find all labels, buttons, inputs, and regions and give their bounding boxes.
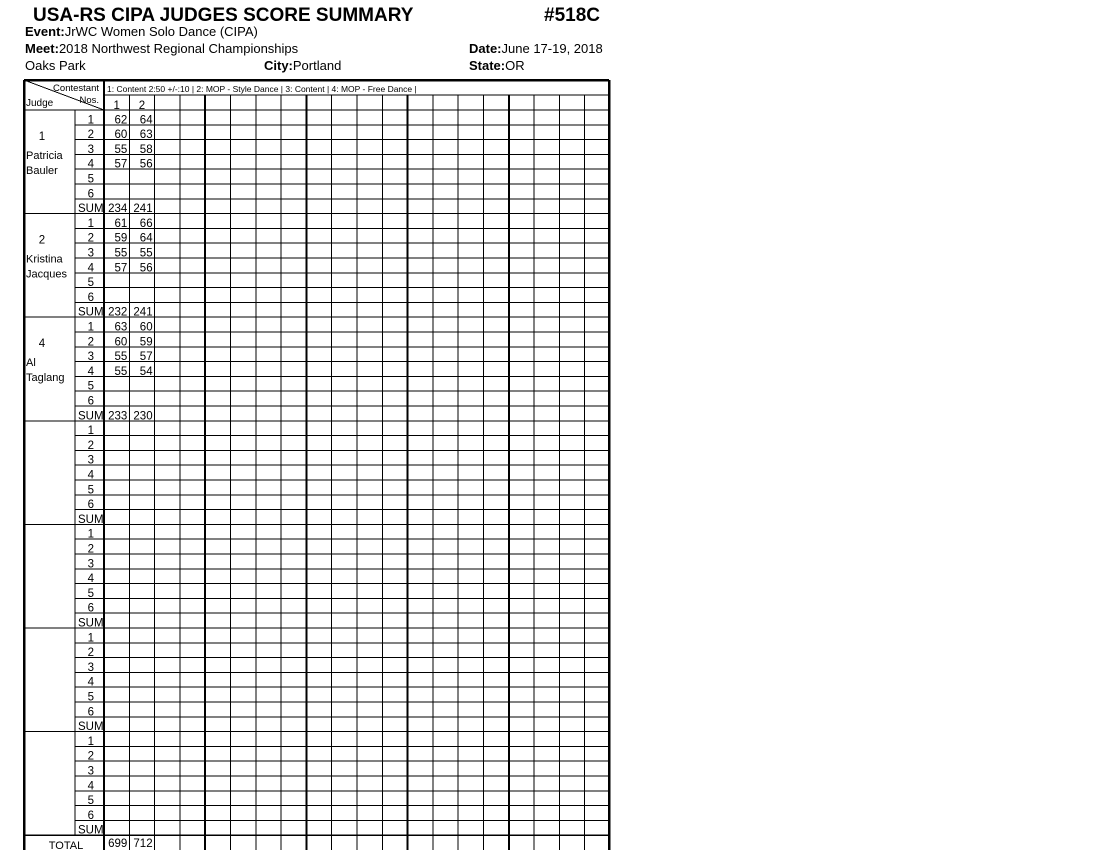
row-number: 5 [87, 173, 94, 186]
state-label: State: [469, 58, 506, 73]
venue-name: Oaks Park [25, 58, 86, 73]
judge-last-name: Bauler [26, 165, 58, 177]
meet-name: 2018 Northwest Regional Championships [58, 41, 299, 56]
nos-label: Nos. [79, 95, 99, 106]
sum-cell: 241 [133, 203, 153, 216]
row-number: 1 [87, 632, 94, 645]
score-cell: 54 [139, 365, 153, 378]
row-number: 4 [87, 469, 94, 482]
judge-column-label: Judge [26, 98, 54, 109]
row-number: 6 [87, 291, 94, 304]
row-number: 5 [87, 691, 94, 704]
score-cell: 57 [114, 262, 128, 275]
row-number: 3 [87, 661, 94, 674]
sum-label: SUM [78, 410, 104, 423]
event-name: JrWC Women Solo Dance (CIPA) [64, 24, 258, 39]
row-number: 3 [87, 454, 94, 467]
row-number: 1 [87, 528, 94, 541]
state-value: OR [505, 58, 525, 73]
row-number: 5 [87, 587, 94, 600]
row-number: 4 [87, 780, 94, 793]
sum-label: SUM [78, 824, 104, 837]
judge-first-name: Al [26, 357, 36, 370]
row-number: 2 [87, 543, 94, 556]
row-number: 5 [87, 380, 94, 393]
judge-first-name: Kristina [26, 253, 63, 266]
score-cell: 63 [114, 321, 128, 334]
row-number: 6 [87, 395, 94, 408]
sum-cell: 233 [108, 410, 128, 423]
score-cell: 60 [114, 129, 128, 142]
city-label: City: [264, 58, 293, 73]
sum-label: SUM [78, 203, 104, 216]
sum-label: SUM [78, 513, 104, 526]
row-number: 3 [87, 558, 94, 571]
score-cell: 59 [139, 336, 153, 349]
judge-first-name: Patricia [26, 150, 63, 162]
row-number: 5 [87, 484, 94, 497]
score-cell: 55 [114, 247, 128, 260]
criteria-legend: 1: Content 2:50 +/-:10 | 2: MOP - Style Dance | 3: Content | 4: MOP - Free Dance | [107, 84, 417, 94]
score-cell: 64 [139, 232, 153, 245]
row-number: 1 [87, 217, 94, 230]
row-number: 4 [87, 676, 94, 689]
row-number: 1 [87, 114, 94, 127]
row-number: 2 [87, 439, 94, 452]
judge-number: 1 [38, 131, 46, 143]
contestant-label: Contestant [53, 83, 99, 94]
sum-label: SUM [78, 306, 104, 319]
meet-label: Meet: [25, 41, 59, 56]
row-number: 4 [87, 262, 94, 275]
row-number: 2 [87, 336, 94, 349]
row-number: 6 [87, 602, 94, 615]
score-cell: 55 [114, 351, 128, 364]
row-number: 2 [87, 750, 94, 763]
score-cell: 57 [114, 158, 128, 171]
sum-label: SUM [78, 721, 104, 734]
total-cell: 712 [133, 838, 153, 850]
row-number: 6 [87, 188, 94, 201]
score-cell: 58 [139, 143, 153, 156]
row-number: 6 [87, 499, 94, 512]
judge-number: 2 [38, 234, 46, 247]
row-number: 6 [87, 809, 94, 822]
row-number: 5 [87, 277, 94, 290]
city-value: Portland [292, 58, 342, 73]
row-number: 4 [87, 158, 94, 171]
score-cell: 66 [139, 217, 153, 230]
date-value: June 17-19, 2018 [501, 41, 603, 56]
score-cell: 59 [114, 232, 128, 245]
row-number: 3 [87, 351, 94, 364]
score-cell: 56 [139, 262, 153, 275]
row-number: 1 [87, 425, 94, 438]
judge-number: 4 [38, 338, 46, 351]
row-number: 3 [87, 143, 94, 156]
total-label: TOTAL [48, 840, 84, 850]
score-cell: 55 [139, 247, 153, 260]
row-number: 3 [87, 247, 94, 260]
row-number: 3 [87, 765, 94, 778]
judge-last-name: Taglang [26, 372, 65, 385]
row-number: 4 [87, 573, 94, 586]
score-cell: 62 [114, 114, 128, 127]
score-cell: 63 [139, 129, 153, 142]
row-number: 4 [87, 365, 94, 378]
row-number: 1 [87, 321, 94, 334]
score-cell: 55 [114, 143, 128, 156]
sum-cell: 241 [133, 306, 153, 319]
score-cell: 64 [139, 114, 153, 127]
date-label: Date: [469, 41, 502, 56]
sum-cell: 234 [108, 203, 128, 216]
row-number: 2 [87, 129, 94, 142]
row-number: 2 [87, 647, 94, 660]
score-cell: 60 [114, 336, 128, 349]
score-cell: 55 [114, 365, 128, 378]
total-cell: 699 [108, 838, 128, 850]
row-number: 2 [87, 232, 94, 245]
score-cell: 56 [139, 158, 153, 171]
row-number: 1 [87, 735, 94, 748]
row-number: 6 [87, 706, 94, 719]
score-cell: 60 [139, 321, 153, 334]
sum-label: SUM [78, 617, 104, 630]
sum-cell: 230 [133, 410, 153, 423]
page-title: USA-RS CIPA JUDGES SCORE SUMMARY [33, 5, 414, 26]
score-cell: 57 [139, 351, 153, 364]
judge-last-name: Jacques [26, 268, 67, 281]
form-number: #518C [544, 5, 600, 26]
contestant-number: 1 [113, 100, 120, 112]
score-cell: 61 [114, 217, 128, 230]
event-label: Event: [25, 24, 65, 39]
row-number: 5 [87, 795, 94, 808]
contestant-number: 2 [138, 100, 146, 112]
sum-cell: 232 [108, 306, 128, 319]
